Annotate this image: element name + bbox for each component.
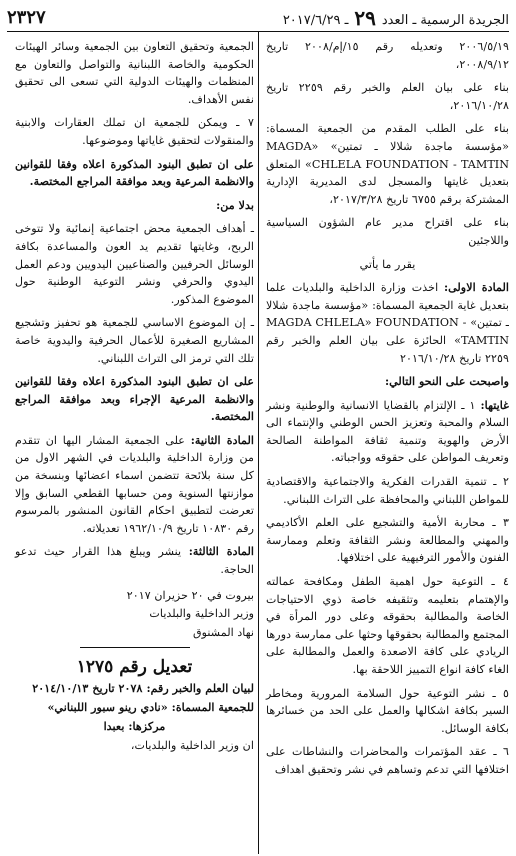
goal-1 xyxy=(266,397,509,467)
header-date: ـ ٢٠١٧/٦/٢٩ xyxy=(282,13,349,28)
condition-2: على ان تطبق البنود المذكورة اعلاه وفقا للقوانين والانظمة المرعية الإجراء وبعد موافقة المراجع المختصة. xyxy=(15,374,254,424)
goal-2: ٢ ـ تنمية القدرات الفكرية والاجتماعية والاقتصادية للمواطن اللبناني والمحافظة على التراث اللبناني. xyxy=(266,475,509,506)
section-divider xyxy=(80,647,190,648)
article-2 xyxy=(15,432,254,538)
instead-heading: بدلا من: xyxy=(216,197,254,212)
ref-request: بناء على الطلب المقدم من الجمعية المسماة: «مؤسسة ماجدة شلالا ـ تمتين» MAGDA» CHLELA FOUNDATION - TAMTIN» المتعلق بتعديل غايتها والمسجل لدى المديرية الإدارية المشتركة برقم ٦٧٥٥ تاريخ ٢٠١٧/٣/٢٨، xyxy=(266,122,509,206)
article-3-label: المادة الثالثة: xyxy=(188,544,254,559)
closing-line: ان وزير الداخلية والبلديات، xyxy=(130,739,254,753)
page-number: ٢٣٢٧ xyxy=(7,7,46,28)
goal-1-text: ١ ـ الإلتزام بالقضايا الانسانية والوطنية ونشر السلام والمحبة وتعزيز الحس الوطني والإنتماء الى الأرض والهوية وتنمية ثقافة المواطنة الصالحة وتعريف المواطن على حقوقه وواجباته. xyxy=(266,398,509,465)
amendment-association-name: للجمعية المسماة: «نادي رينو سبور اللبناني» xyxy=(47,700,254,715)
condition-1: على ان تطبق البنود المذكورة اعلاه وفقا للقوانين والانظمة المرعية وبعد موافقة المراجع المختصة. xyxy=(15,156,254,189)
goal-7: ٧ ـ ويمكن للجمعية ان تملك العقارات والابنية والمنقولات لتحقيق غاياتها وموضوعها. xyxy=(15,116,254,147)
signature-role: وزير الداخلية والبلديات xyxy=(149,607,254,621)
article-2-text: على الجمعية المشار اليها ان تتقدم من وزارة الداخلية والبلديات في الشهر الاول من كل سنة بلائحة تتضمن اسماء اعضائها وبنسخة من موازنتها السنوية ومن حسابها القطعي السابق وإلا تعرضت لتطبيق احكام القانون المنشور بالمرسوم رقم ١٠٨٣٠ تاريخ ١٩٦٢/١٠/٩ تعديلاته. xyxy=(15,433,254,535)
column-divider xyxy=(258,32,259,854)
article-3 xyxy=(15,543,254,578)
goal-3: ٣ ـ محاربة الأمية والتشجيع على العلم الأكاديمي والمهني والمطالعة ونشر الثقافة وتعلم وممارسة الفنون والأمور الترفيهية على اختلافها. xyxy=(266,516,509,565)
article-1-text: اخذت وزارة الداخلية والبلديات علما بتعديل غاية الجمعية المسماة: «مؤسسة ماجدة شلالا ـ تمتين» MAGDA CHLELA» FOUNDATION - TAMTIN» الحائزة على بيان العلم والخبر رقم ٢٢٥٩ تاريخ ٢٠١٦/١٠/٢٨ xyxy=(266,281,509,365)
ref-amendment-date: ٢٠٠٦/٥/١٩ وتعديله رقم ١٥/إم/٢٠٠٨ تاريخ ٢٠٠٨/٩/١٢، xyxy=(266,40,509,71)
old-goal-1: ـ أهداف الجمعية محض اجتماعية إنمائية ولا تتوخى الربح، وغايتها تقديم يد العون والمساعدة بكافة الوسائل الحرفيين والصناعيين اليدويين ودعم العمل اليدوي والحرفي ونشر التوعية الوطنية حول الموضوع المذكور. xyxy=(15,222,254,306)
content-columns xyxy=(7,32,509,854)
ref-notice: بناء على بيان العلم والخبر رقم ٢٢٥٩ تاريخ ٢٠١٦/١٠/٢٨، xyxy=(266,81,509,112)
left-column xyxy=(8,32,258,854)
signature-place-date: بيروت في ٢٠ حزيران ٢٠١٧ xyxy=(126,588,254,602)
article-1-label: المادة الاولى: xyxy=(443,280,509,295)
goal-4: ٤ ـ التوعية حول اهمية الطفل ومكافحة عمالته والإهتمام بتعليمه وتثقيفه خاصة ذوي الاحتياجات الخاصة والمطالبة بحقوقه وعلى دور المرأة في المجتمع والمطالبة بحقوقها وحثها على ممارسة دورها الريادي على كافة الاصعدة والعمل والمطالبة على الغاء كافة انواع التمييز اللاحقة بها. xyxy=(266,575,509,676)
amendment-notice-ref: لبيان العلم والخبر رقم: ٢٠٧٨ تاريخ ٢٠١٤/١٠/١٣ xyxy=(32,681,254,696)
header-issue-number: ٢٩ xyxy=(354,6,376,30)
article-2-label: المادة الثانية: xyxy=(190,432,255,447)
became-heading: واصبحت على النحو التالي: xyxy=(384,374,509,389)
goal-5: ٥ ـ نشر التوعية حول السلامة المرورية ومخاطر السير بكافة اشكالها والعمل على الحد من خسائرها بكافة الوسائل. xyxy=(266,686,509,735)
goal-6-continued: الجمعية وتحقيق التعاون بين الجمعية وسائر الهيئات الحكومية والخاصة اللبنانية والتواصل والتعاون مع المنظمات والهيئات الدولية التي تسعى الى تحقيق نفس الأهداف. xyxy=(15,40,254,106)
old-goal-2: ـ إن الموضوع الاساسي للجمعية هو تحفيز وتشجيع المشاريع الصغيرة للأعمال الحرفية واليدوية خاصة تلك التي ترمز الى التراث اللبناني. xyxy=(15,316,254,365)
signature-name: نهاد المشنوق xyxy=(192,625,254,639)
amendment-title: تعديل رقم ١٢٧٥ xyxy=(76,657,193,678)
signature-block xyxy=(15,587,254,642)
goals-label: غايتها: xyxy=(480,397,509,412)
article-1 xyxy=(266,279,509,367)
right-column xyxy=(259,32,509,854)
ref-proposal: بناء على اقتراح مدير عام الشؤون السياسية واللاجئين xyxy=(266,216,509,247)
goal-6: ٦ ـ عقد المؤتمرات والمحاضرات والنشاطات على اختلافها التي تدعم وتساهم في نشر وتحقيق اهداف xyxy=(266,745,509,776)
header-title: الجريدة الرسمية ـ العدد xyxy=(381,13,509,28)
decree-heading: يقرر ما يأتي xyxy=(359,257,416,271)
page-header xyxy=(7,4,509,28)
amendment-headquarters: مركزها: بعبدا xyxy=(103,719,166,734)
article-3-text: ينشر ويبلغ هذا القرار حيث تدعو الحاجة. xyxy=(15,545,254,577)
header-title-block xyxy=(283,8,509,28)
